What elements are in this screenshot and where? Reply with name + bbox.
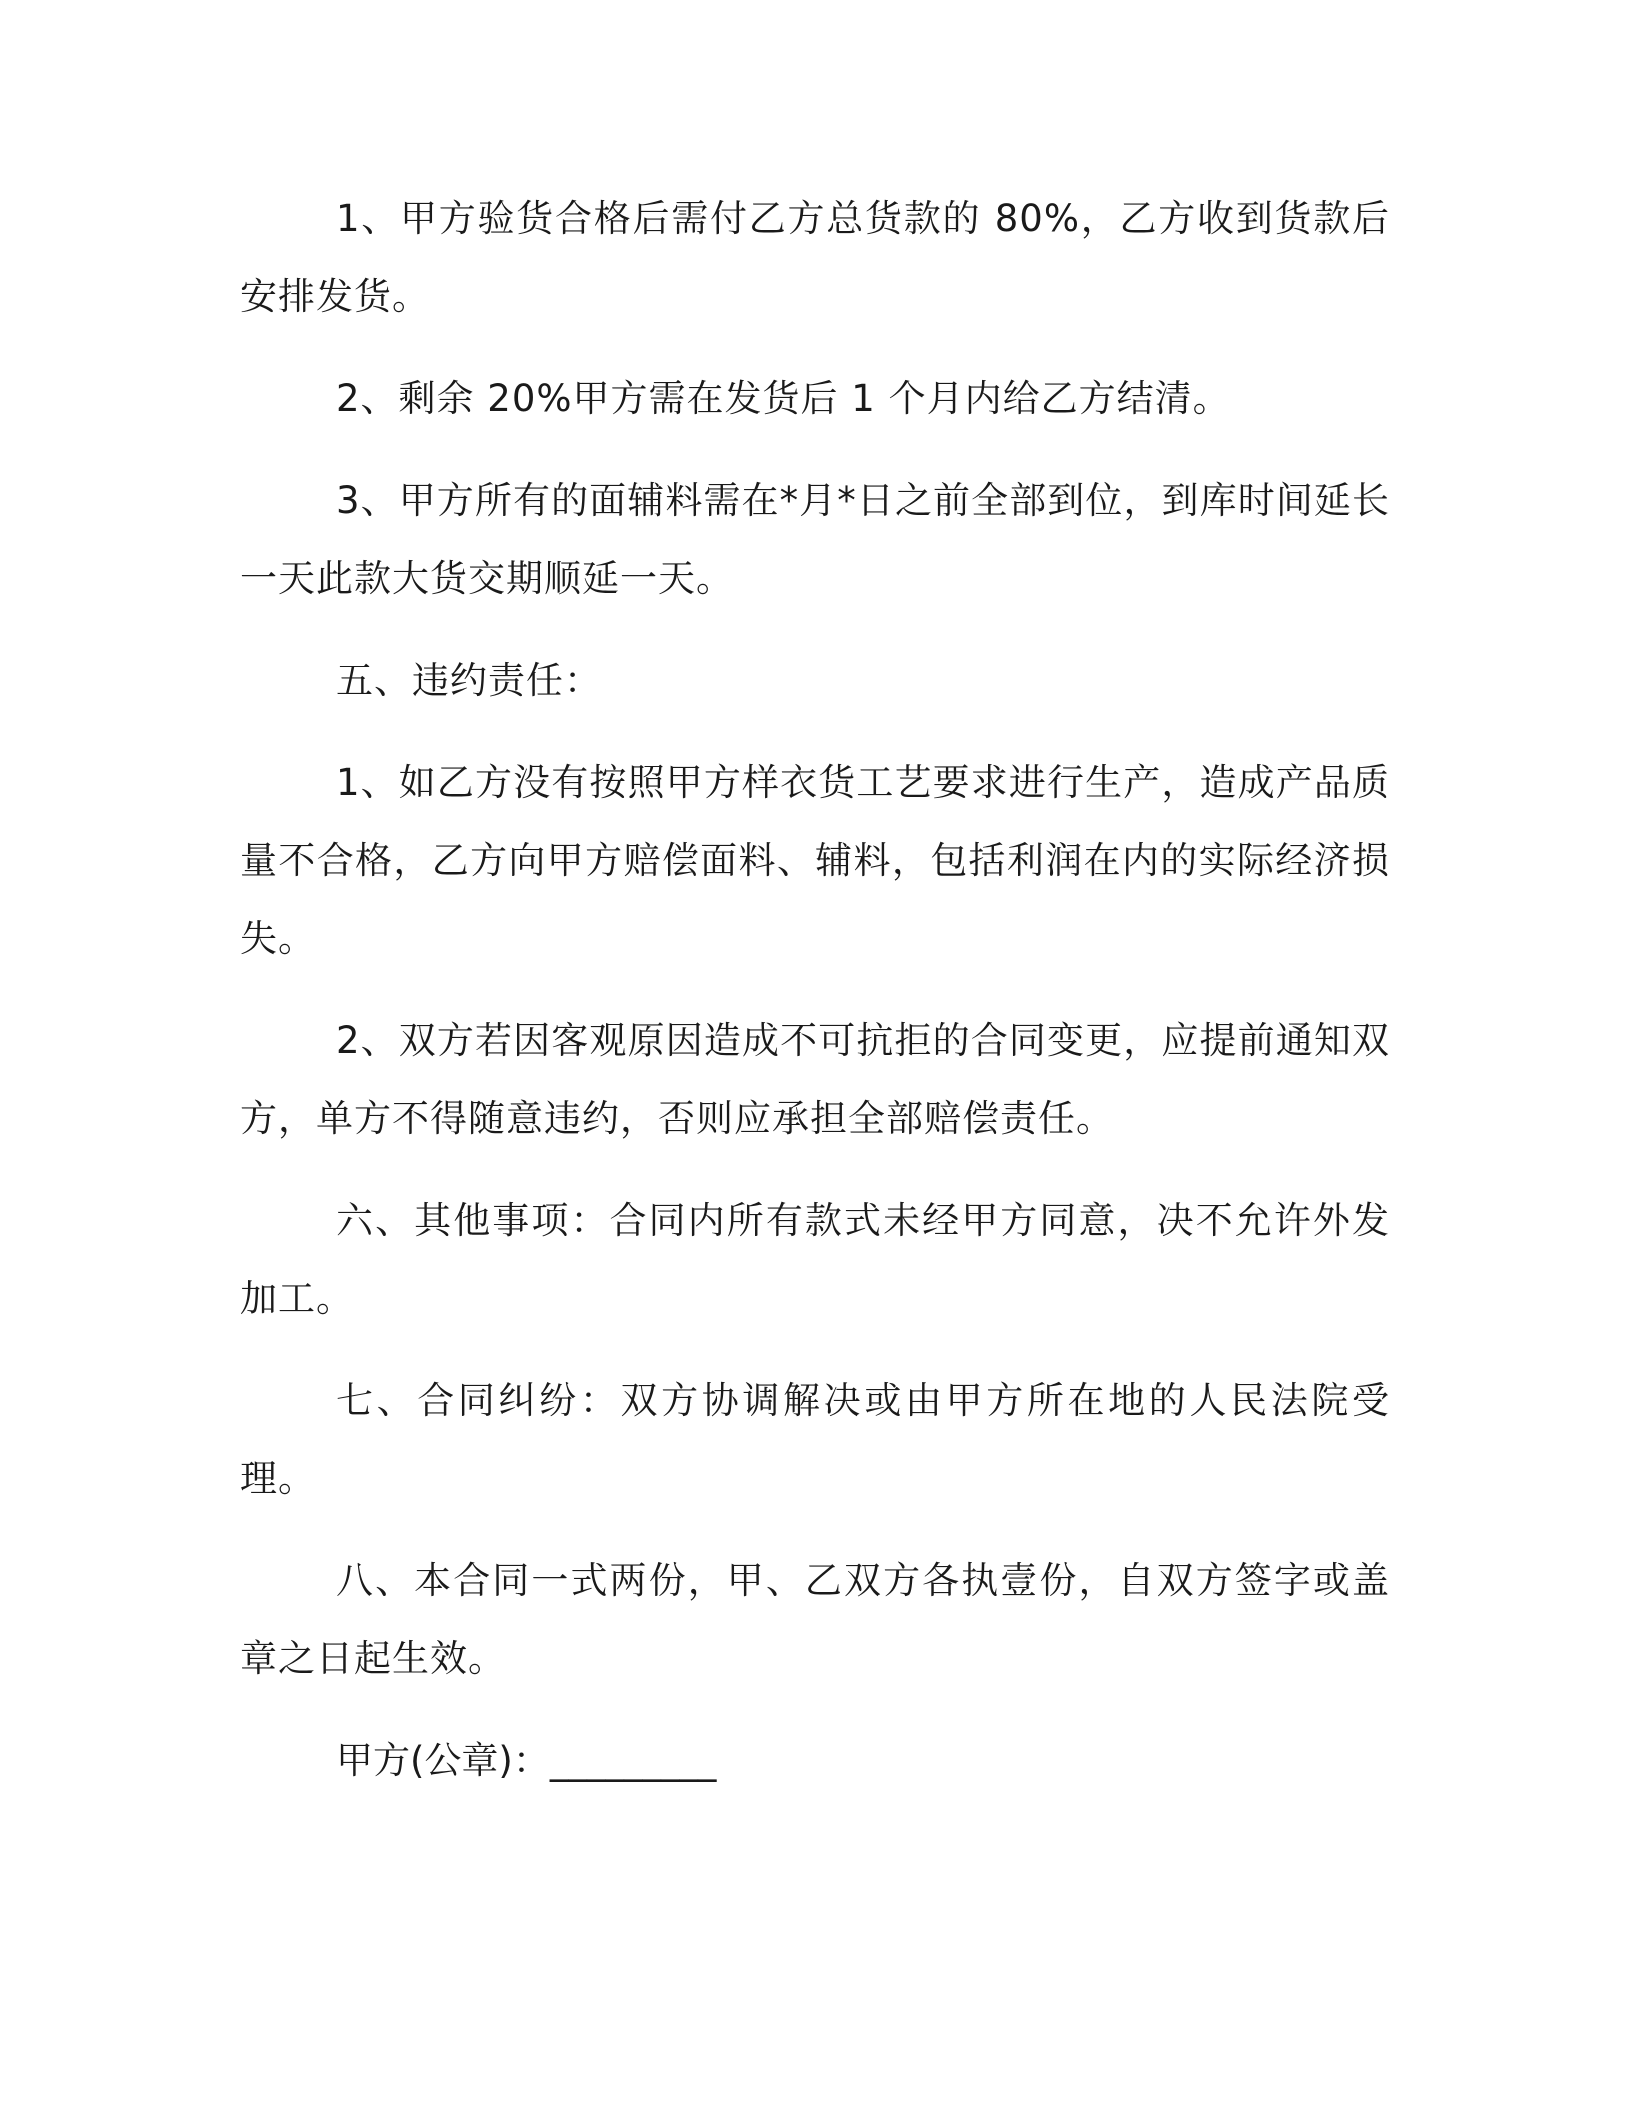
section-copies-effective: 八、本合同一式两份，甲、乙双方各执壹份，自双方签字或盖章之日起生效。 — [240, 1559, 1390, 1680]
section-heading-breach-liability: 五、违约责任： — [336, 659, 602, 702]
breach-clause-2: 2、双方若因客观原因造成不可抗拒的合同变更，应提前通知双方，单方不得随意违约，否则应承担全部赔偿责任。 — [240, 1019, 1390, 1140]
document-page — [240, 180, 1390, 1800]
party-a-signature-line: 甲方(公章)：_________ — [336, 1739, 717, 1782]
breach-clause-1: 1、如乙方没有按照甲方样衣货工艺要求进行生产，造成产品质量不合格，乙方向甲方赔偿面料、辅料，包括利润在内的实际经济损失。 — [240, 761, 1390, 960]
section-other-matters: 六、其他事项：合同内所有款式未经甲方同意，决不允许外发加工。 — [240, 1199, 1390, 1320]
payment-clause-3: 3、甲方所有的面辅料需在*月*日之前全部到位，到库时间延长一天此款大货交期顺延一天。 — [240, 479, 1390, 600]
payment-clause-1: 1、甲方验货合格后需付乙方总货款的 80%，乙方收到货款后安排发货。 — [240, 197, 1390, 318]
payment-clause-2: 2、剩余 20%甲方需在发货后 1 个月内给乙方结清。 — [336, 377, 1231, 420]
section-contract-disputes: 七、合同纠纷：双方协调解决或由甲方所在地的人民法院受理。 — [240, 1379, 1390, 1500]
